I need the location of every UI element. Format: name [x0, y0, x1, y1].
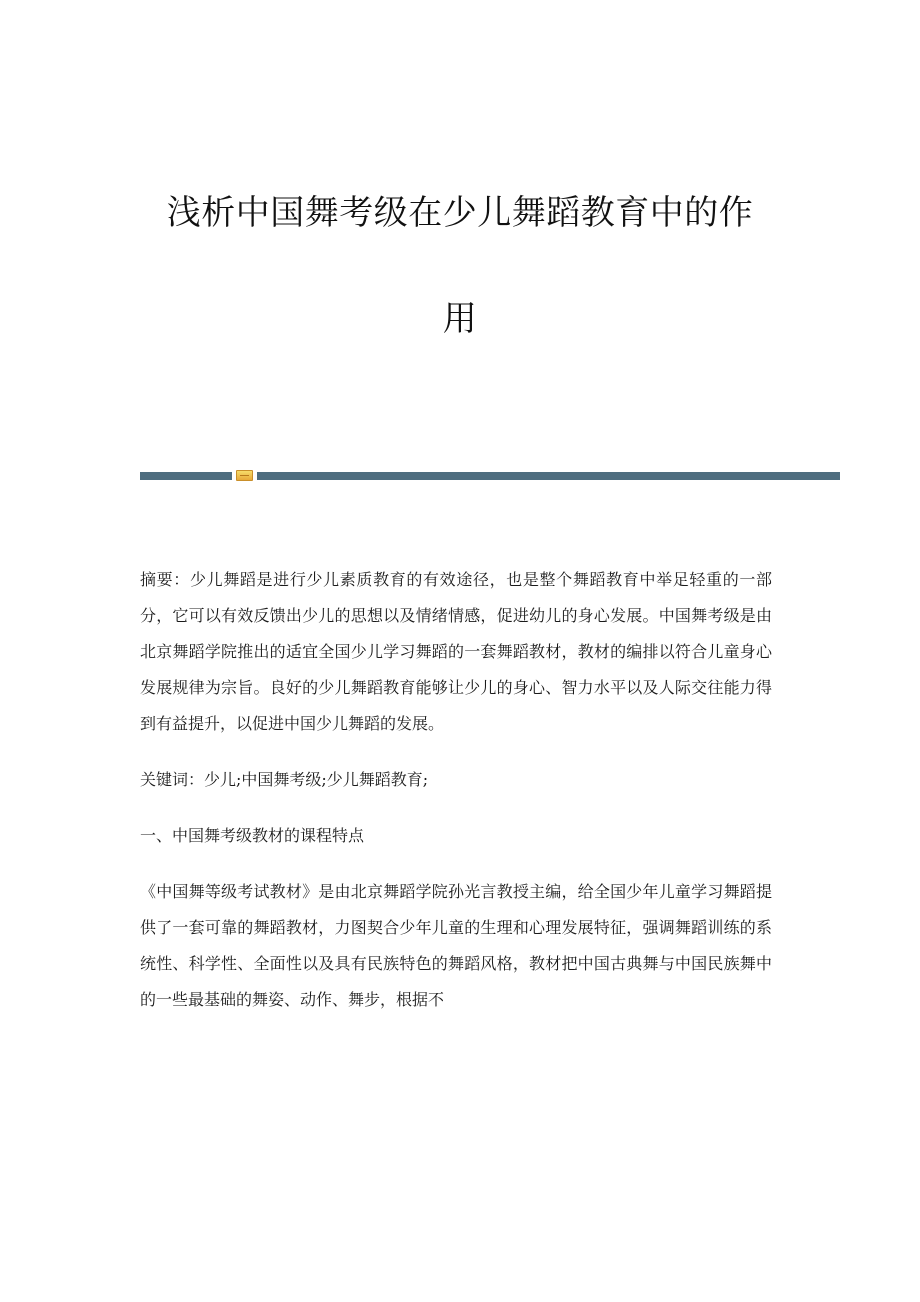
title-line-2: 用 [442, 299, 478, 339]
keywords-line: 关键词：少儿;中国舞考级;少儿舞蹈教育; [140, 770, 429, 789]
divider-right-bar [257, 472, 840, 480]
section-heading: 一、中国舞考级教材的课程特点 [140, 826, 365, 845]
abstract-paragraph: 摘要：少儿舞蹈是进行少儿素质教育的有效途径，也是整个舞蹈教育中举足轻重的一部分，它可以有效反馈出少儿的思想以及情绪情感，促进幼儿的身心发展。中国舞考级是由北京舞蹈学院推出的适宜全国少儿学习舞蹈的一套舞蹈教材，教材的编排以符合儿童身心发展规律为宗旨。良好的少儿舞蹈教育能够让少儿的身心、智力水平以及人际交往能力得到有益提升，以促进中国少儿舞蹈的发展。 [140, 570, 772, 733]
document-body [140, 562, 772, 1038]
title-line-1: 浅析中国舞考级在少儿舞蹈教育中的作 [166, 193, 754, 233]
section-paragraph: 《中国舞等级考试教材》是由北京舞蹈学院孙光言教授主编，给全国少年儿童学习舞蹈提供了一套可靠的舞蹈教材，力图契合少年儿童的生理和心理发展特征，强调舞蹈训练的系统性、科学性、全面性以及具有民族特色的舞蹈风格，教材把中国古典舞与中国民族舞中的一些最基础的舞姿、动作、舞步，根据不 [140, 882, 772, 1009]
document-title [140, 185, 780, 348]
divider-left-bar [140, 472, 232, 480]
title-divider [140, 468, 840, 484]
divider-ornament-icon [236, 470, 253, 481]
